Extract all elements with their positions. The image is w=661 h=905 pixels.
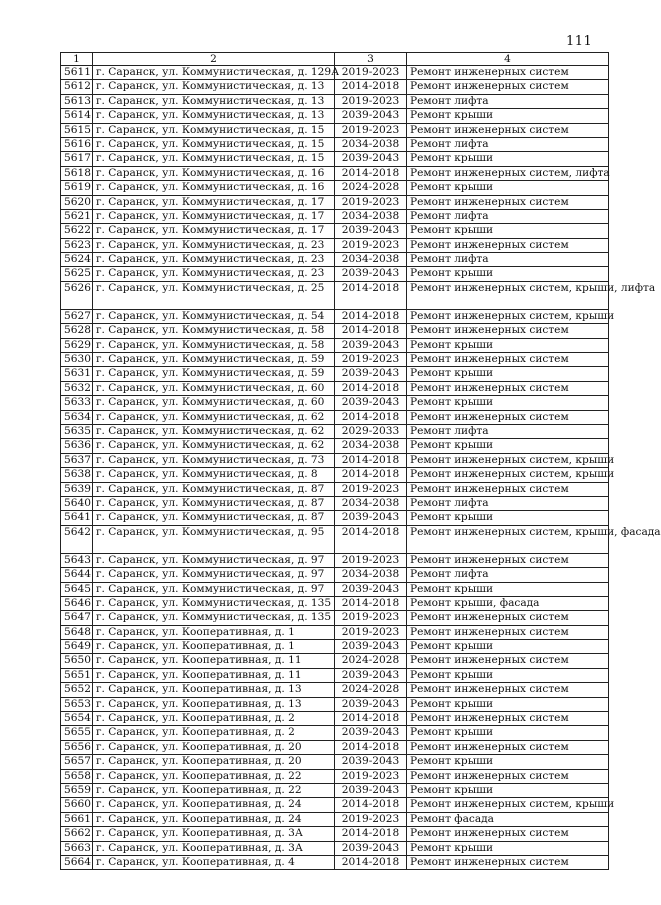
table-body — [61, 66, 661, 870]
row-number-cell: 5625 — [61, 267, 93, 281]
address-cell: г. Саранск, ул. Кооперативная, д. 11 — [93, 654, 335, 668]
period-cell: 2034-2038 — [335, 496, 407, 510]
row-number-cell: 5648 — [61, 625, 93, 639]
address-cell: г. Саранск, ул. Коммунистическая, д. 60 — [93, 396, 335, 410]
address-cell: г. Саранск, ул. Коммунистическая, д. 16 — [93, 166, 335, 180]
address-cell: г. Саранск, ул. Коммунистическая, д. 59 — [93, 367, 335, 381]
address-cell: г. Саранск, ул. Кооперативная, д. 2 — [93, 726, 335, 740]
period-cell: 2024-2028 — [335, 654, 407, 668]
work-type-cell: Ремонт инженерных систем — [407, 683, 609, 697]
address-cell: г. Саранск, ул. Коммунистическая, д. 97 — [93, 568, 335, 582]
table-row — [61, 209, 609, 223]
table-row — [61, 827, 609, 841]
address-cell: г. Саранск, ул. Коммунистическая, д. 73 — [93, 453, 335, 467]
table-row — [61, 640, 609, 654]
address-cell: г. Саранск, ул. Кооперативная, д. 24 — [93, 812, 335, 826]
work-type-cell: Ремонт крыши — [407, 640, 609, 654]
address-cell: г. Саранск, ул. Коммунистическая, д. 23 — [93, 253, 335, 267]
address-cell: г. Саранск, ул. Коммунистическая, д. 15 — [93, 137, 335, 151]
table-row — [61, 267, 609, 281]
row-number-cell: 5617 — [61, 152, 93, 166]
period-cell: 2034-2038 — [335, 568, 407, 582]
period-cell: 2019-2023 — [335, 769, 407, 783]
table-row — [61, 812, 609, 826]
work-type-cell: Ремонт лифта — [407, 94, 609, 108]
period-cell: 2014-2018 — [335, 596, 407, 610]
period-cell: 2019-2023 — [335, 123, 407, 137]
row-number-cell: 5629 — [61, 338, 93, 352]
work-type-cell: Ремонт крыши — [407, 224, 609, 238]
address-cell: г. Саранск, ул. Коммунистическая, д. 135 — [93, 611, 335, 625]
row-number-cell: 5624 — [61, 253, 93, 267]
work-type-cell: Ремонт инженерных систем, крыши — [407, 798, 609, 812]
work-type-cell: Ремонт крыши — [407, 267, 609, 281]
table-row — [61, 338, 609, 352]
table-row — [61, 324, 609, 338]
row-number-cell: 5632 — [61, 381, 93, 395]
row-number-cell: 5641 — [61, 511, 93, 525]
address-cell: г. Саранск, ул. Коммунистическая, д. 95 — [93, 525, 335, 553]
work-type-cell: Ремонт крыши — [407, 841, 609, 855]
row-number-cell: 5620 — [61, 195, 93, 209]
work-type-cell: Ремонт крыши — [407, 152, 609, 166]
address-cell: г. Саранск, ул. Кооперативная, д. 13 — [93, 697, 335, 711]
work-type-cell: Ремонт лифта — [407, 424, 609, 438]
work-type-cell: Ремонт инженерных систем — [407, 410, 609, 424]
table-row — [61, 381, 609, 395]
address-cell: г. Саранск, ул. Коммунистическая, д. 25 — [93, 281, 335, 309]
period-cell: 2019-2023 — [335, 66, 407, 80]
work-type-cell: Ремонт инженерных систем — [407, 769, 609, 783]
row-number-cell: 5630 — [61, 353, 93, 367]
work-type-cell: Ремонт инженерных систем — [407, 66, 609, 80]
table-row — [61, 137, 609, 151]
table-row — [61, 625, 609, 639]
address-cell: г. Саранск, ул. Коммунистическая, д. 15 — [93, 152, 335, 166]
row-number-cell: 5639 — [61, 482, 93, 496]
period-cell: 2019-2023 — [335, 625, 407, 639]
period-cell: 2014-2018 — [335, 281, 407, 309]
table-row — [61, 712, 609, 726]
address-cell: г. Саранск, ул. Кооперативная, д. 3А — [93, 827, 335, 841]
address-cell: г. Саранск, ул. Кооперативная, д. 22 — [93, 769, 335, 783]
table-row — [61, 568, 609, 582]
row-number-cell: 5647 — [61, 611, 93, 625]
column-header-work: 4 — [407, 53, 609, 66]
table-row — [61, 654, 609, 668]
period-cell: 2039-2043 — [335, 668, 407, 682]
row-number-cell: 5621 — [61, 209, 93, 223]
address-cell: г. Саранск, ул. Коммунистическая, д. 15 — [93, 123, 335, 137]
header-row — [61, 53, 609, 66]
period-cell: 2039-2043 — [335, 152, 407, 166]
row-number-cell: 5652 — [61, 683, 93, 697]
table-row — [61, 166, 609, 180]
work-type-cell: Ремонт крыши — [407, 338, 609, 352]
period-cell: 2014-2018 — [335, 712, 407, 726]
row-number-cell: 5655 — [61, 726, 93, 740]
table-row — [61, 596, 609, 610]
period-cell: 2034-2038 — [335, 439, 407, 453]
work-type-cell: Ремонт инженерных систем — [407, 553, 609, 567]
row-number-cell: 5636 — [61, 439, 93, 453]
period-cell: 2039-2043 — [335, 582, 407, 596]
address-cell: г. Саранск, ул. Кооперативная, д. 3А — [93, 841, 335, 855]
work-type-cell: Ремонт инженерных систем — [407, 654, 609, 668]
work-type-cell: Ремонт лифта — [407, 496, 609, 510]
row-number-cell: 5615 — [61, 123, 93, 137]
address-cell: г. Саранск, ул. Коммунистическая, д. 17 — [93, 224, 335, 238]
work-type-cell: Ремонт инженерных систем — [407, 324, 609, 338]
period-cell: 2039-2043 — [335, 267, 407, 281]
table-row — [61, 769, 609, 783]
row-number-cell: 5656 — [61, 740, 93, 754]
row-number-cell: 5622 — [61, 224, 93, 238]
period-cell: 2039-2043 — [335, 726, 407, 740]
period-cell: 2014-2018 — [335, 827, 407, 841]
period-cell: 2039-2043 — [335, 109, 407, 123]
table-row — [61, 611, 609, 625]
row-number-cell: 5640 — [61, 496, 93, 510]
row-number-cell: 5642 — [61, 525, 93, 553]
work-type-cell: Ремонт инженерных систем, крыши, фасада — [407, 525, 609, 553]
page-number: 111 — [566, 34, 593, 49]
address-cell: г. Саранск, ул. Кооперативная, д. 24 — [93, 798, 335, 812]
period-cell: 2014-2018 — [335, 525, 407, 553]
address-cell: г. Саранск, ул. Коммунистическая, д. 97 — [93, 553, 335, 567]
row-number-cell: 5612 — [61, 80, 93, 94]
work-type-cell: Ремонт лифта — [407, 209, 609, 223]
row-number-cell: 5638 — [61, 468, 93, 482]
table-row — [61, 410, 609, 424]
table-row — [61, 109, 609, 123]
table-row — [61, 238, 609, 252]
address-cell: г. Саранск, ул. Коммунистическая, д. 16 — [93, 181, 335, 195]
table-row — [61, 525, 609, 553]
period-cell: 2019-2023 — [335, 238, 407, 252]
period-cell: 2014-2018 — [335, 410, 407, 424]
work-type-cell: Ремонт инженерных систем — [407, 740, 609, 754]
work-type-cell: Ремонт инженерных систем — [407, 123, 609, 137]
address-cell: г. Саранск, ул. Коммунистическая, д. 54 — [93, 309, 335, 323]
work-type-cell: Ремонт крыши — [407, 396, 609, 410]
table-row — [61, 740, 609, 754]
work-type-cell: Ремонт крыши, фасада — [407, 596, 609, 610]
period-cell: 2019-2023 — [335, 482, 407, 496]
table-row — [61, 553, 609, 567]
column-header-address: 2 — [93, 53, 335, 66]
period-cell: 2034-2038 — [335, 253, 407, 267]
address-cell: г. Саранск, ул. Коммунистическая, д. 62 — [93, 424, 335, 438]
period-cell: 2039-2043 — [335, 783, 407, 797]
row-number-cell: 5663 — [61, 841, 93, 855]
address-cell: г. Саранск, ул. Кооперативная, д. 22 — [93, 783, 335, 797]
row-number-cell: 5654 — [61, 712, 93, 726]
table-row — [61, 181, 609, 195]
address-cell: г. Саранск, ул. Кооперативная, д. 4 — [93, 855, 335, 869]
period-cell: 2029-2033 — [335, 424, 407, 438]
period-cell: 2039-2043 — [335, 841, 407, 855]
address-cell: г. Саранск, ул. Коммунистическая, д. 129А — [93, 66, 335, 80]
row-number-cell: 5644 — [61, 568, 93, 582]
row-number-cell: 5645 — [61, 582, 93, 596]
address-cell: г. Саранск, ул. Коммунистическая, д. 17 — [93, 209, 335, 223]
address-cell: г. Саранск, ул. Коммунистическая, д. 13 — [93, 94, 335, 108]
row-number-cell: 5643 — [61, 553, 93, 567]
row-number-cell: 5657 — [61, 755, 93, 769]
address-cell: г. Саранск, ул. Коммунистическая, д. 8 — [93, 468, 335, 482]
period-cell: 2014-2018 — [335, 309, 407, 323]
work-type-cell: Ремонт инженерных систем — [407, 625, 609, 639]
table-row — [61, 697, 609, 711]
table-row — [61, 80, 609, 94]
row-number-cell: 5619 — [61, 181, 93, 195]
table-row — [61, 224, 609, 238]
address-cell: г. Саранск, ул. Коммунистическая, д. 87 — [93, 482, 335, 496]
period-cell: 2024-2028 — [335, 181, 407, 195]
row-number-cell: 5658 — [61, 769, 93, 783]
work-type-cell: Ремонт инженерных систем — [407, 827, 609, 841]
table-row — [61, 66, 609, 80]
table-row — [61, 123, 609, 137]
table-row — [61, 511, 609, 525]
work-type-cell: Ремонт инженерных систем — [407, 712, 609, 726]
table-row — [61, 668, 609, 682]
work-type-cell: Ремонт крыши — [407, 697, 609, 711]
work-type-cell: Ремонт инженерных систем — [407, 80, 609, 94]
work-type-cell: Ремонт инженерных систем, крыши — [407, 309, 609, 323]
address-cell: г. Саранск, ул. Кооперативная, д. 2 — [93, 712, 335, 726]
work-type-cell: Ремонт инженерных систем, крыши — [407, 453, 609, 467]
address-cell: г. Саранск, ул. Коммунистическая, д. 13 — [93, 109, 335, 123]
work-type-cell: Ремонт инженерных систем — [407, 353, 609, 367]
address-cell: г. Саранск, ул. Кооперативная, д. 1 — [93, 625, 335, 639]
table-row — [61, 841, 609, 855]
period-cell: 2039-2043 — [335, 338, 407, 352]
row-number-cell: 5650 — [61, 654, 93, 668]
address-cell: г. Саранск, ул. Коммунистическая, д. 60 — [93, 381, 335, 395]
row-number-cell: 5664 — [61, 855, 93, 869]
work-type-cell: Ремонт лифта — [407, 568, 609, 582]
period-cell: 2039-2043 — [335, 755, 407, 769]
row-number-cell: 5613 — [61, 94, 93, 108]
table-row — [61, 309, 609, 323]
period-cell: 2039-2043 — [335, 224, 407, 238]
address-cell: г. Саранск, ул. Коммунистическая, д. 13 — [93, 80, 335, 94]
address-cell: г. Саранск, ул. Коммунистическая, д. 58 — [93, 338, 335, 352]
period-cell: 2039-2043 — [335, 367, 407, 381]
work-type-cell: Ремонт инженерных систем, крыши, лифта — [407, 281, 609, 309]
address-cell: г. Саранск, ул. Коммунистическая, д. 23 — [93, 238, 335, 252]
column-header-number: 1 — [61, 53, 93, 66]
work-type-cell: Ремонт крыши — [407, 726, 609, 740]
period-cell: 2014-2018 — [335, 468, 407, 482]
table-row — [61, 855, 609, 869]
address-cell: г. Саранск, ул. Коммунистическая, д. 62 — [93, 410, 335, 424]
period-cell: 2014-2018 — [335, 166, 407, 180]
row-number-cell: 5618 — [61, 166, 93, 180]
row-number-cell: 5628 — [61, 324, 93, 338]
register-table — [60, 52, 661, 870]
period-cell: 2019-2023 — [335, 553, 407, 567]
table-row — [61, 453, 609, 467]
table-row — [61, 152, 609, 166]
work-type-cell: Ремонт крыши — [407, 511, 609, 525]
table-row — [61, 726, 609, 740]
row-number-cell: 5616 — [61, 137, 93, 151]
table-row — [61, 482, 609, 496]
row-number-cell: 5646 — [61, 596, 93, 610]
address-cell: г. Саранск, ул. Кооперативная, д. 13 — [93, 683, 335, 697]
work-type-cell: Ремонт инженерных систем — [407, 482, 609, 496]
table-row — [61, 755, 609, 769]
period-cell: 2014-2018 — [335, 740, 407, 754]
table-row — [61, 683, 609, 697]
row-number-cell: 5633 — [61, 396, 93, 410]
period-cell: 2034-2038 — [335, 137, 407, 151]
table-row — [61, 582, 609, 596]
address-cell: г. Саранск, ул. Коммунистическая, д. 23 — [93, 267, 335, 281]
address-cell: г. Саранск, ул. Кооперативная, д. 20 — [93, 740, 335, 754]
address-cell: г. Саранск, ул. Коммунистическая, д. 17 — [93, 195, 335, 209]
period-cell: 2019-2023 — [335, 611, 407, 625]
work-type-cell: Ремонт крыши — [407, 181, 609, 195]
row-number-cell: 5653 — [61, 697, 93, 711]
period-cell: 2014-2018 — [335, 855, 407, 869]
address-cell: г. Саранск, ул. Коммунистическая, д. 87 — [93, 496, 335, 510]
row-number-cell: 5614 — [61, 109, 93, 123]
table-row — [61, 367, 609, 381]
period-cell: 2014-2018 — [335, 381, 407, 395]
table-row — [61, 195, 609, 209]
period-cell: 2014-2018 — [335, 80, 407, 94]
table-header — [61, 53, 609, 66]
row-number-cell: 5635 — [61, 424, 93, 438]
period-cell: 2014-2018 — [335, 453, 407, 467]
row-number-cell: 5637 — [61, 453, 93, 467]
row-number-cell: 5662 — [61, 827, 93, 841]
address-cell: г. Саранск, ул. Коммунистическая, д. 135 — [93, 596, 335, 610]
row-number-cell: 5661 — [61, 812, 93, 826]
period-cell: 2039-2043 — [335, 697, 407, 711]
work-type-cell: Ремонт крыши — [407, 582, 609, 596]
period-cell: 2014-2018 — [335, 798, 407, 812]
address-cell: г. Саранск, ул. Коммунистическая, д. 97 — [93, 582, 335, 596]
work-type-cell: Ремонт лифта — [407, 253, 609, 267]
period-cell: 2039-2043 — [335, 640, 407, 654]
work-type-cell: Ремонт инженерных систем, крыши — [407, 468, 609, 482]
work-type-cell: Ремонт фасада — [407, 812, 609, 826]
work-type-cell: Ремонт крыши — [407, 367, 609, 381]
work-type-cell: Ремонт инженерных систем — [407, 611, 609, 625]
period-cell: 2019-2023 — [335, 195, 407, 209]
column-header-period: 3 — [335, 53, 407, 66]
period-cell: 2019-2023 — [335, 353, 407, 367]
row-number-cell: 5649 — [61, 640, 93, 654]
table-row — [61, 798, 609, 812]
period-cell: 2039-2043 — [335, 396, 407, 410]
address-cell: г. Саранск, ул. Коммунистическая, д. 87 — [93, 511, 335, 525]
work-type-cell: Ремонт инженерных систем — [407, 195, 609, 209]
period-cell: 2034-2038 — [335, 209, 407, 223]
work-type-cell: Ремонт крыши — [407, 109, 609, 123]
table-row — [61, 253, 609, 267]
row-number-cell: 5651 — [61, 668, 93, 682]
row-number-cell: 5631 — [61, 367, 93, 381]
period-cell: 2019-2023 — [335, 812, 407, 826]
period-cell: 2019-2023 — [335, 94, 407, 108]
row-number-cell: 5623 — [61, 238, 93, 252]
period-cell: 2014-2018 — [335, 324, 407, 338]
work-type-cell: Ремонт инженерных систем — [407, 855, 609, 869]
period-cell: 2024-2028 — [335, 683, 407, 697]
period-cell: 2039-2043 — [335, 511, 407, 525]
address-cell: г. Саранск, ул. Коммунистическая, д. 58 — [93, 324, 335, 338]
table-row — [61, 783, 609, 797]
row-number-cell: 5611 — [61, 66, 93, 80]
work-type-cell: Ремонт крыши — [407, 439, 609, 453]
address-cell: г. Саранск, ул. Кооперативная, д. 1 — [93, 640, 335, 654]
row-number-cell: 5627 — [61, 309, 93, 323]
address-cell: г. Саранск, ул. Кооперативная, д. 20 — [93, 755, 335, 769]
address-cell: г. Саранск, ул. Коммунистическая, д. 62 — [93, 439, 335, 453]
table-row — [61, 396, 609, 410]
work-type-cell: Ремонт инженерных систем — [407, 381, 609, 395]
table-row — [61, 94, 609, 108]
row-number-cell: 5660 — [61, 798, 93, 812]
work-type-cell: Ремонт инженерных систем — [407, 238, 609, 252]
address-cell: г. Саранск, ул. Кооперативная, д. 11 — [93, 668, 335, 682]
work-type-cell: Ремонт лифта — [407, 137, 609, 151]
work-type-cell: Ремонт инженерных систем, лифта — [407, 166, 609, 180]
table-row — [61, 439, 609, 453]
table-row — [61, 496, 609, 510]
row-number-cell: 5659 — [61, 783, 93, 797]
work-type-cell: Ремонт крыши — [407, 783, 609, 797]
table-row — [61, 468, 609, 482]
row-number-cell: 5626 — [61, 281, 93, 309]
table-row — [61, 424, 609, 438]
table-row — [61, 281, 609, 309]
table-row — [61, 353, 609, 367]
work-type-cell: Ремонт крыши — [407, 755, 609, 769]
row-number-cell: 5634 — [61, 410, 93, 424]
address-cell: г. Саранск, ул. Коммунистическая, д. 59 — [93, 353, 335, 367]
work-type-cell: Ремонт крыши — [407, 668, 609, 682]
